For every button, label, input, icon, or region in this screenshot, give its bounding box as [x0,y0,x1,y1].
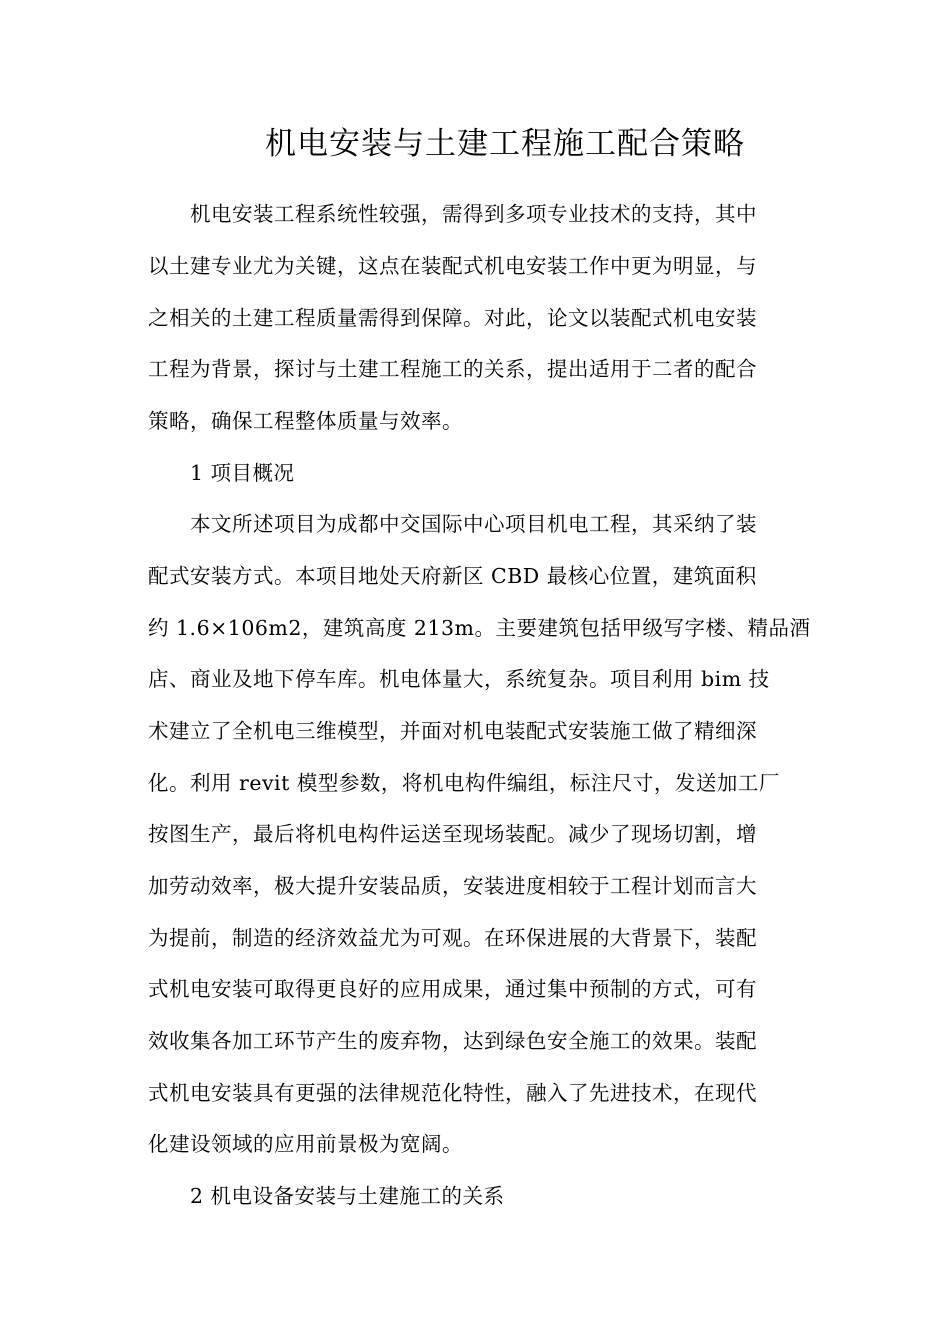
paragraph-1-line-4: 工程为背景，探讨与土建工程施工的关系，提出适用于二者的配合 [148,357,757,381]
paragraph-2-line-5: 术建立了全机电三维模型，并面对机电装配式安装施工做了精细深 [148,719,757,743]
section-heading-2: 2 机电设备安装与土建施工的关系 [190,1184,505,1208]
paragraph-1-line-3: 之相关的土建工程质量需得到保障。对此，论文以装配式机电安装 [148,306,757,330]
paragraph-1-line-2: 以土建专业尤为关键，这点在装配式机电安装工作中更为明显，与 [148,254,757,278]
document-title: 机电安装与土建工程施工配合策略 [265,126,745,162]
paragraph-2-line-11: 效收集各加工环节产生的废弃物，达到绿色安全施工的效果。装配 [148,1029,757,1053]
paragraph-2-line-13: 化建设领域的应用前景极为宽阔。 [148,1132,463,1156]
paragraph-2-line-1: 本文所述项目为成都中交国际中心项目机电工程，其采纳了装 [190,512,757,536]
section-heading-1: 1 项目概况 [190,461,295,485]
paragraph-2-line-12: 式机电安装具有更强的法律规范化特性，融入了先进技术，在现代 [148,1081,757,1105]
paragraph-1-line-1: 机电安装工程系统性较强，需得到多项专业技术的支持，其中 [190,202,757,226]
paragraph-2-line-8: 加劳动效率，极大提升安装品质，安装进度相较于工程计划而言大 [148,874,757,898]
paragraph-2-line-6: 化。利用 revit 模型参数，将机电构件编组，标注尺寸，发送加工厂 [148,771,780,795]
paragraph-2-line-3: 约 1.6×106m2，建筑高度 213m。主要建筑包括甲级写字楼、精品酒 [148,616,811,640]
paragraph-1-line-5: 策略，确保工程整体质量与效率。 [148,409,463,433]
paragraph-2-line-9: 为提前，制造的经济效益尤为可观。在环保进展的大背景下，装配 [148,926,757,950]
paragraph-2-line-7: 按图生产，最后将机电构件运送至现场装配。减少了现场切割，增 [148,822,757,846]
paragraph-2-line-10: 式机电安装可取得更良好的应用成果，通过集中预制的方式，可有 [148,977,757,1001]
paragraph-2-line-4: 店、商业及地下停车库。机电体量大，系统复杂。项目利用 bim 技 [148,667,770,691]
paragraph-2-line-2: 配式安装方式。本项目地处天府新区 CBD 最核心位置，建筑面积 [148,564,757,588]
